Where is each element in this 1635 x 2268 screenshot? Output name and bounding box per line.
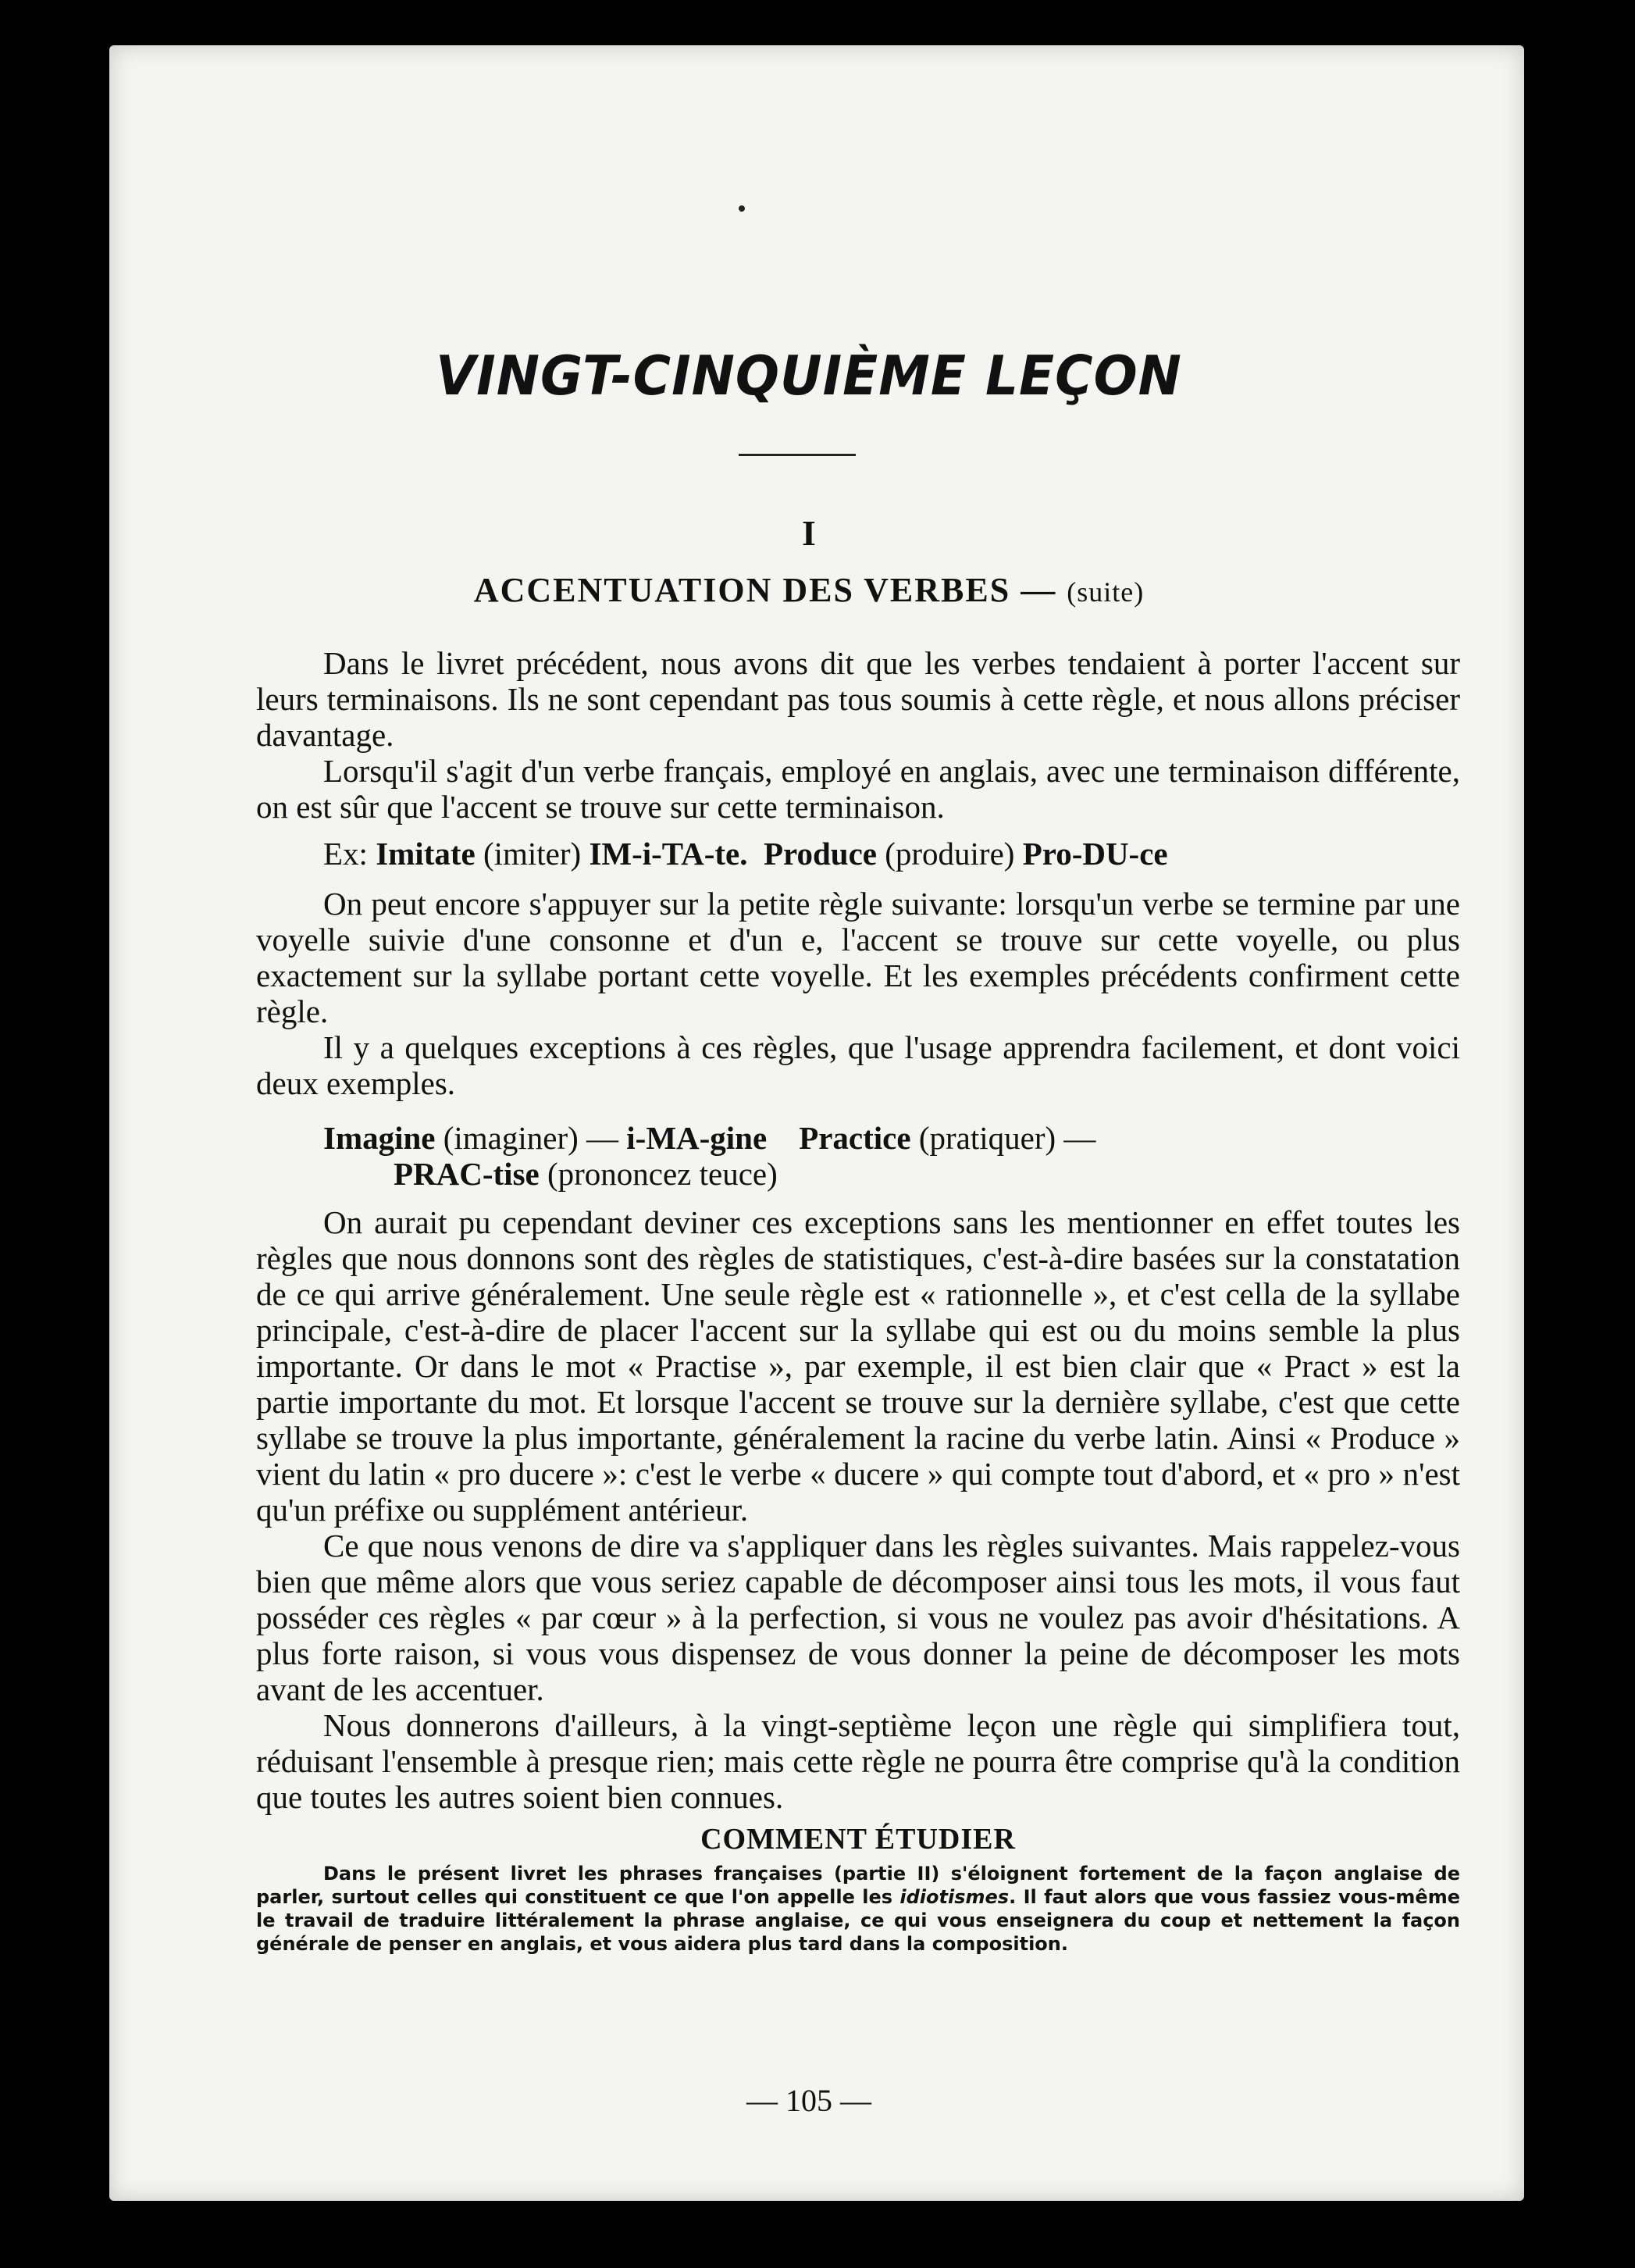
example-word: Practice: [799, 1120, 911, 1156]
example-gloss: (imaginer) —: [435, 1120, 627, 1156]
paragraph: On aurait pu cependant deviner ces exceptions sans les mentionner en effet toutes les règles que nous donnons sont des règles de statistiques, c'est-à-dire basées sur la constatation de ce qui arrive généralement. Une seule règle est « rationnelle », et c'est cella de la syllabe principale, c'est-à-dire de placer l'accent sur la syllabe qui est ou du moins semble la plus importante. Or dans le mot « Practise », par exemple, il est bien clair que « Pract » est la partie importante du mot. Et lorsque l'accent se trouve sur la dernière syllabe, c'est que cette syllabe se trouve la plus importante, généralement la racine du verbe latin. Ainsi « Produce » vient du latin « pro ducere »: c'est le verbe « ducere » qui compte tout d'abord, et « pro » n'est qu'un préfixe ou supplément antérieur.: [256, 1204, 1460, 1528]
paragraph: Dans le livret précédent, nous avons dit que les verbes tendaient à porter l'accent sur leurs terminaisons. Ils ne sont cependant pas tous soumis à cette règle, et nous allons préciser davantage.: [256, 645, 1460, 753]
example-gloss: (pratiquer) —: [910, 1120, 1096, 1156]
how-to-study-heading: COMMENT ÉTUDIER: [700, 1823, 1016, 1856]
example-accent: i-MA-gine: [626, 1120, 768, 1156]
how-to-study-italic: idiotismes: [899, 1886, 1010, 1908]
example-gloss: (imiter): [475, 836, 590, 872]
paragraph: On peut encore s'appuyer sur la petite règle suivante: lorsqu'un verbe se termine par une voyelle suivie d'une consonne et d'un e, l'accent se trouve sur cette voyelle, ou plus exactement sur la syllabe portant cette voyelle. Et les exemples précédents confirment cette règle.: [256, 886, 1460, 1029]
example-gloss: (produire): [876, 836, 1023, 872]
example-note: (prononcez teuce): [539, 1156, 778, 1192]
lesson-body: [256, 645, 1460, 1956]
how-to-study-text-part: . Il faut alors que vous fassiez vous-même le travail de traduire littéralement la phrase anglaise, ce qui vous enseignera du coup et nettement la façon générale de penser en anglais, et vous aidera plus tard dans la composition.: [256, 1886, 1460, 1955]
lesson-title: VINGT-CINQUIÈME LEÇON: [436, 344, 1182, 408]
example-imitate-produce: [256, 836, 1460, 872]
example-prefix: Ex:: [323, 836, 376, 872]
paragraph: Il y a quelques exceptions à ces règles, que l'usage apprendra facilement, et dont voici deux exemples.: [256, 1029, 1460, 1101]
example-word: Produce: [763, 836, 877, 872]
example-row: [323, 1156, 1460, 1192]
example-imagine-practice: [256, 1120, 1460, 1192]
section-heading-text: ACCENTUATION DES VERBES —: [473, 571, 1067, 609]
document-page: [109, 45, 1524, 2201]
how-to-study-text-part: Dans le présent livret les phrases françaises (partie II) s'éloignent fortement de la façon anglaise de parler, surtout celles qui constituent ce que l'on appelle les: [256, 1863, 1460, 1908]
example-word: Imitate: [376, 836, 476, 872]
paragraph: Lorsqu'il s'agit d'un verbe français, employé en anglais, avec une terminaison différente, on est sûr que l'accent se trouve sur cette terminaison.: [256, 753, 1460, 825]
section-number: I: [802, 513, 816, 553]
paragraph: Nous donnerons d'ailleurs, à la vingt-septième leçon une règle qui simplifiera tout, réduisant l'ensemble à presque rien; mais cette règle ne pourra être comprise qu'à la condition que toutes les autres soient bien connues.: [256, 1707, 1460, 1815]
ink-speck: [739, 205, 745, 212]
page-number: — 105 —: [746, 2083, 871, 2118]
title-divider: [739, 454, 856, 456]
example-accent: PRAC-tise: [394, 1156, 540, 1192]
paragraph: Ce que nous venons de dire va s'appliquer dans les règles suivantes. Mais rappelez-vous bien que même alors que vous seriez capable de décomposer ainsi tous les mots, il vous faut posséder ces règles « par cœur » à la perfection, si vous ne voulez pas avoir d'hésitations. A plus forte raison, si vous vous dispensez de vous donner la peine de décomposer les mots avant de les accentuer.: [256, 1528, 1460, 1707]
example-accent: IM-i-TA-te.: [589, 836, 748, 872]
example-word: Imagine: [323, 1120, 436, 1156]
how-to-study-text: [256, 1862, 1460, 1956]
section-heading: [102, 570, 1516, 610]
example-row: [323, 1120, 1460, 1156]
section-heading-suffix: (suite): [1067, 576, 1145, 608]
example-accent: Pro-DU-ce: [1022, 836, 1168, 872]
